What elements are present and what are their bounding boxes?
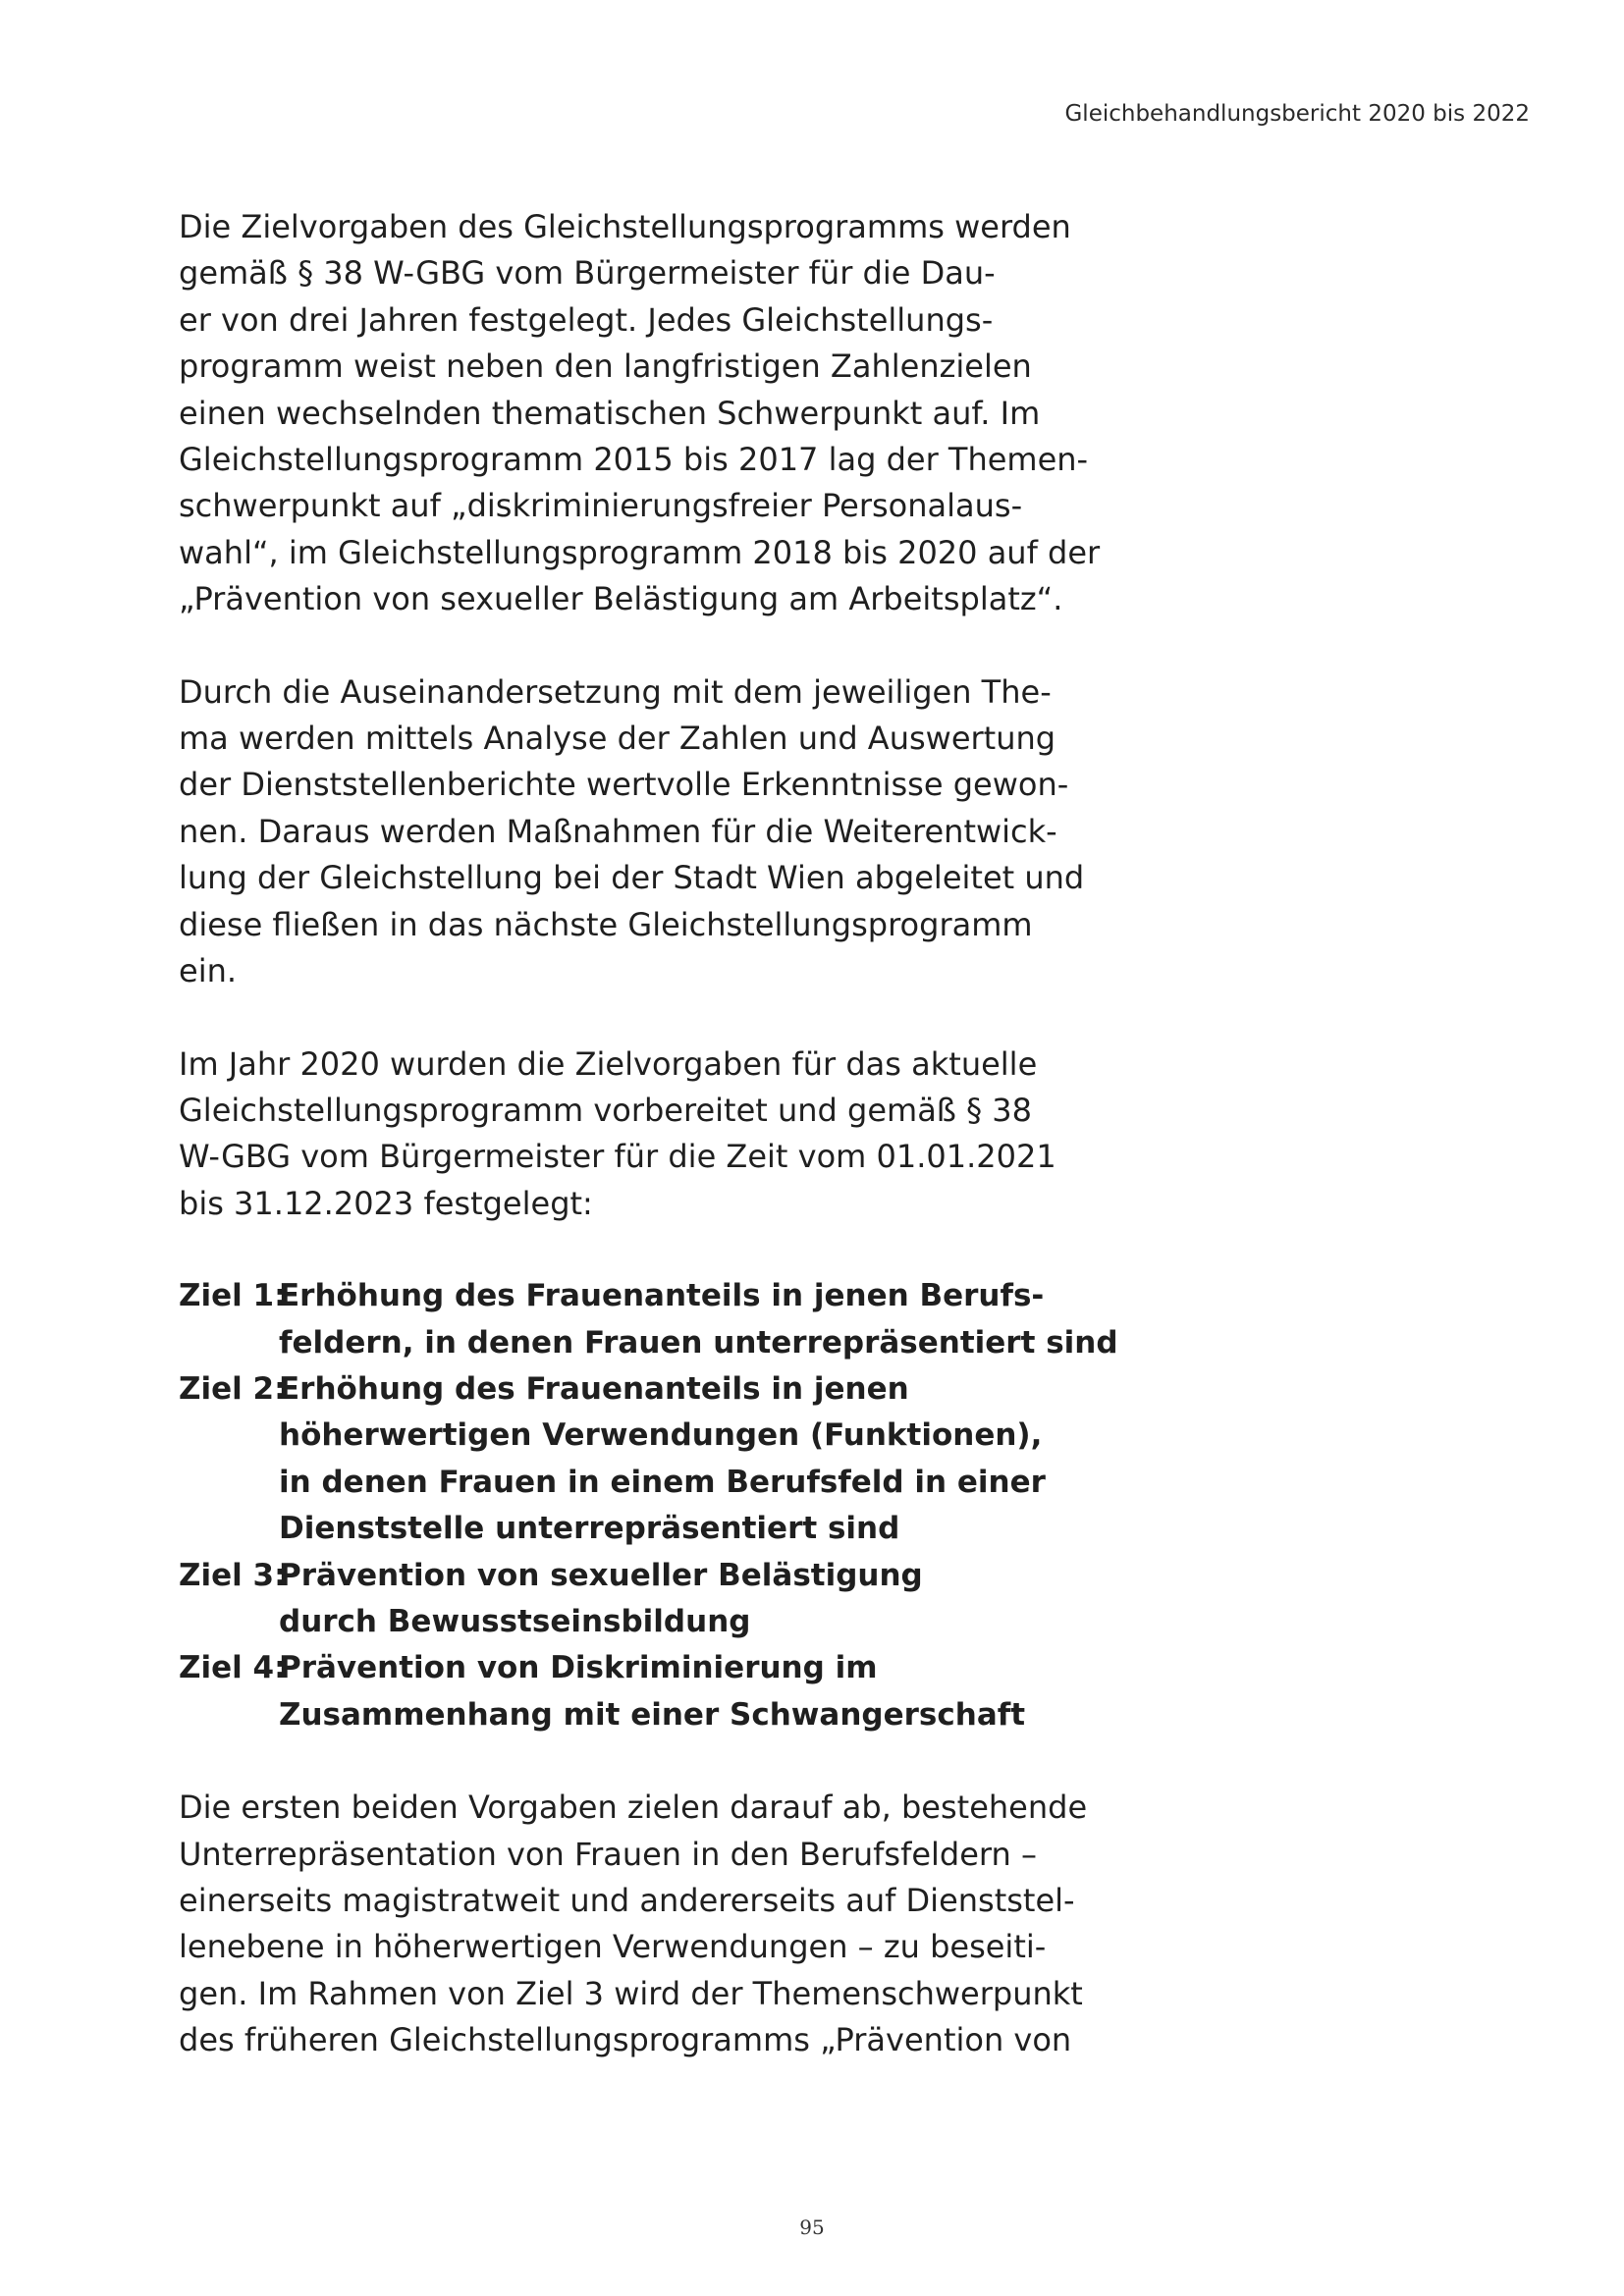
text-line: der Dienststellenberichte wertvolle Erkenntnisse gewon- xyxy=(179,766,1069,804)
goal-line: Erhöhung des Frauenanteils in jenen Berufs- xyxy=(279,1278,1045,1314)
text-line: wahl“, im Gleichstellungsprogramm 2018 bis 2020 auf der xyxy=(179,533,1101,571)
text-line: Die ersten beiden Vorgaben zielen darauf ab, bestehende xyxy=(179,1789,1088,1827)
text-line: bis 31.12.2023 festgelegt: xyxy=(179,1184,593,1222)
text-line: Gleichstellungsprogramm 2015 bis 2017 lag der Themen- xyxy=(179,441,1089,479)
goal-label: Ziel 4: xyxy=(179,1650,287,1686)
goal-text xyxy=(279,1366,1046,1553)
goal-line: in denen Frauen in einem Berufsfeld in einer xyxy=(279,1464,1046,1500)
text-line: schwerpunkt auf „diskriminierungsfreier Personalaus- xyxy=(179,487,1023,525)
text-line: des früheren Gleichstellungsprogramms „Prävention von xyxy=(179,2021,1072,2059)
text-line: gen. Im Rahmen von Ziel 3 wird der Themenschwerpunkt xyxy=(179,1974,1083,2012)
text-line: lung der Gleichstellung bei der Stadt Wien abgeleitet und xyxy=(179,859,1085,897)
goal-item-4 xyxy=(179,1645,1062,1738)
text-line: Durch die Auseinandersetzung mit dem jeweiligen The- xyxy=(179,672,1052,711)
goal-line: Prävention von sexueller Belästigung xyxy=(279,1557,923,1593)
goal-text xyxy=(279,1645,1025,1738)
paragraph-intro xyxy=(179,204,1101,623)
goal-line: Prävention von Diskriminierung im xyxy=(279,1650,878,1686)
text-line: diese fließen in das nächste Gleichstellungsprogramm xyxy=(179,905,1033,943)
goal-item-3 xyxy=(179,1553,1062,1646)
text-line: lenebene in höherwertigen Verwendungen – zu beseiti- xyxy=(179,1928,1047,1966)
text-line: ma werden mittels Analyse der Zahlen und Auswertung xyxy=(179,720,1056,758)
goal-label: Ziel 2: xyxy=(179,1370,287,1407)
goal-line: höherwertigen Verwendungen (Funktionen), xyxy=(279,1417,1043,1454)
text-line: ein. xyxy=(179,952,238,990)
main-content xyxy=(179,204,1118,2064)
text-line: Im Jahr 2020 wurden die Zielvorgaben für das aktuelle xyxy=(179,1044,1038,1083)
goal-line: Erhöhung des Frauenanteils in jenen xyxy=(279,1370,909,1407)
goal-line: Zusammenhang mit einer Schwangerschaft xyxy=(279,1696,1026,1733)
goal-text xyxy=(279,1273,1118,1366)
goal-item-1 xyxy=(179,1273,1118,1366)
paragraph-targets-2020 xyxy=(179,1041,1062,1228)
text-line: Unterrepräsentation von Frauen in den Berufsfeldern – xyxy=(179,1835,1037,1873)
goal-label: Ziel 1: xyxy=(179,1278,287,1314)
paragraph-closing xyxy=(179,1785,1088,2063)
paragraph-analysis xyxy=(179,669,1085,995)
text-line: „Prävention von sexueller Belästigung am Arbeitsplatz“. xyxy=(179,580,1063,618)
page-number: 95 xyxy=(799,2216,825,2239)
goals-list xyxy=(179,1273,1118,1738)
text-line: programm weist neben den langfristigen Zahlenzielen xyxy=(179,347,1032,386)
text-line: W-GBG vom Bürgermeister für die Zeit vom 01.01.2021 xyxy=(179,1138,1056,1176)
goal-text xyxy=(279,1553,923,1646)
text-line: nen. Daraus werden Maßnahmen für die Weiterentwick- xyxy=(179,812,1057,850)
text-line: Die Zielvorgaben des Gleichstellungsprogramms werden xyxy=(179,208,1071,245)
text-line: Gleichstellungsprogramm vorbereitet und gemäß § 38 xyxy=(179,1091,1033,1129)
text-line: er von drei Jahren festgelegt. Jedes Gleichstellungs- xyxy=(179,300,994,339)
goal-line: durch Bewusstseinsbildung xyxy=(279,1603,751,1639)
goal-item-2 xyxy=(179,1366,1062,1553)
goal-line: feldern, in denen Frauen unterrepräsentiert sind xyxy=(279,1324,1118,1361)
goal-line: Dienststelle unterrepräsentiert sind xyxy=(279,1511,900,1547)
running-header: Gleichbehandlungsbericht 2020 bis 2022 xyxy=(1064,101,1530,127)
text-line: einen wechselnden thematischen Schwerpunkt auf. Im xyxy=(179,394,1041,432)
goal-label: Ziel 3: xyxy=(179,1557,287,1593)
text-line: einerseits magistratweit und andererseits auf Dienststel- xyxy=(179,1882,1075,1919)
text-line: gemäß § 38 W-GBG vom Bürgermeister für die Dau- xyxy=(179,254,996,293)
